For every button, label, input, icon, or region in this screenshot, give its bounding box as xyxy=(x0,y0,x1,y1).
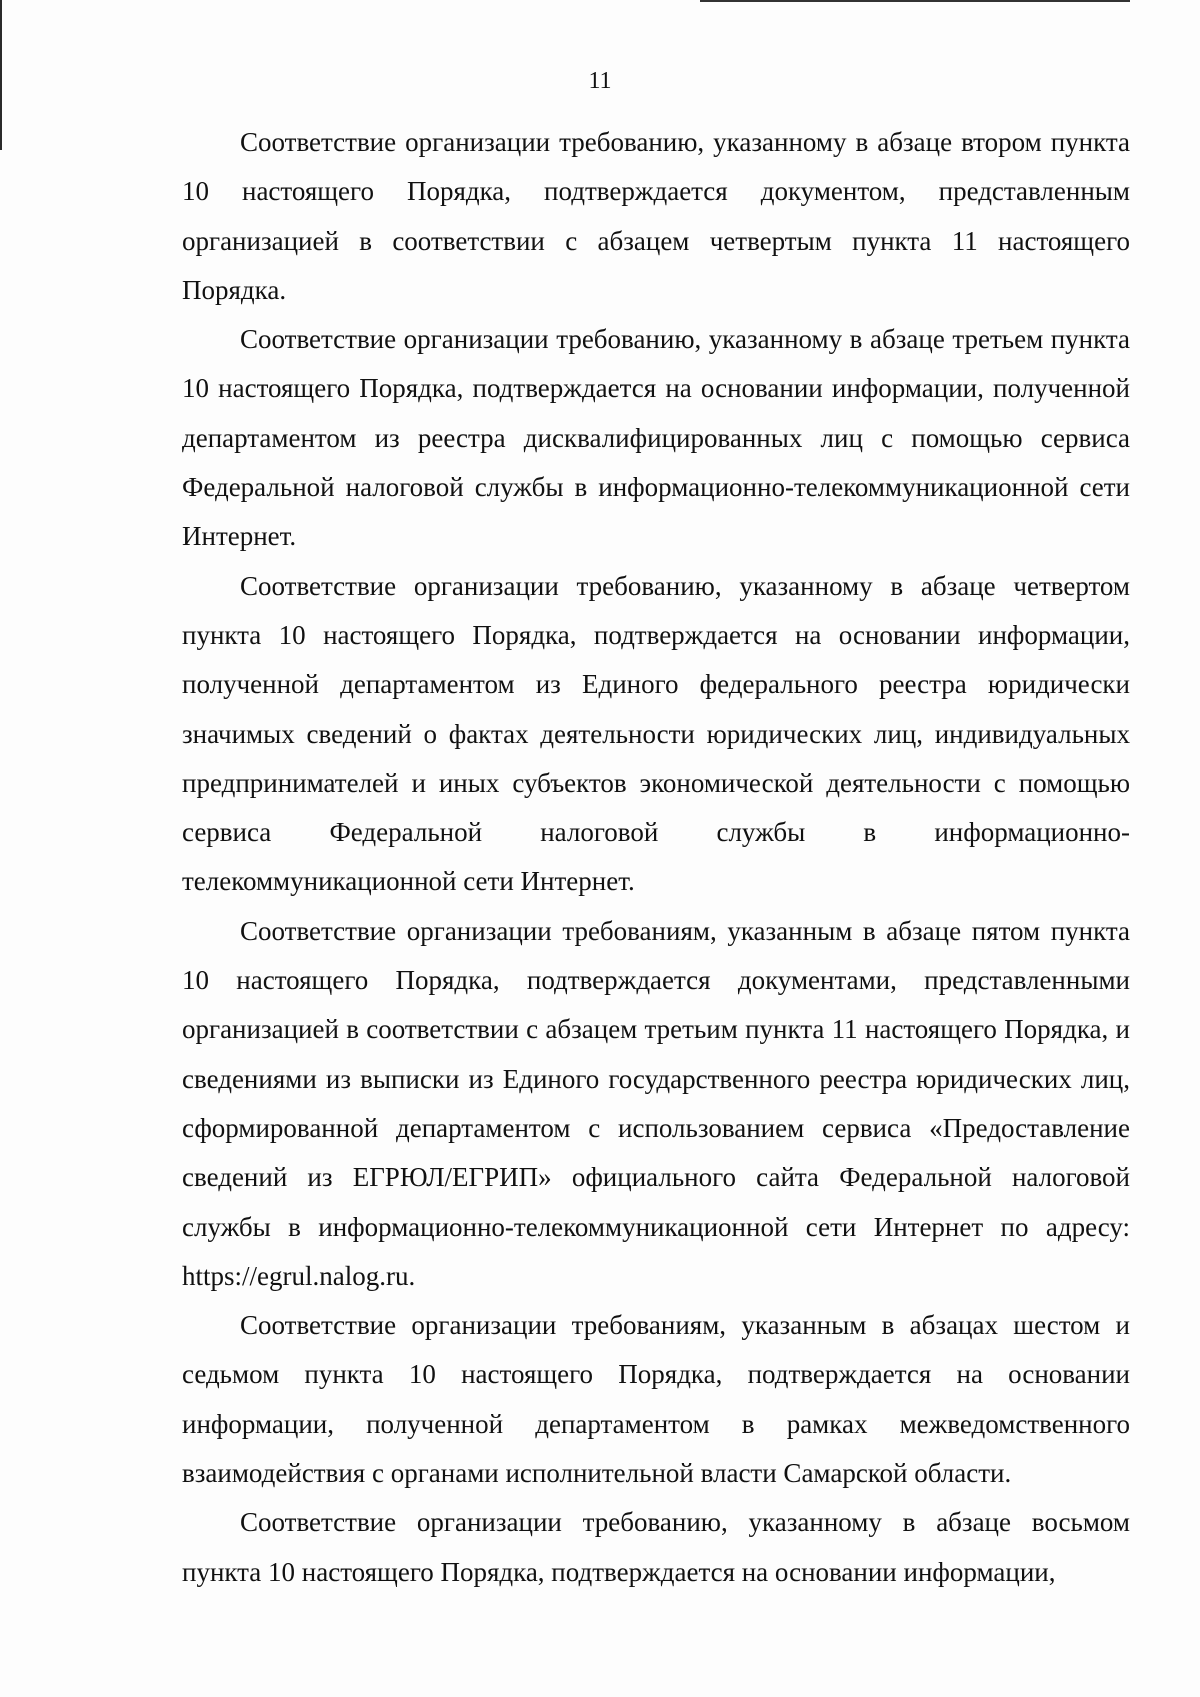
body-text xyxy=(182,118,1130,1597)
page-number: 11 xyxy=(588,68,612,94)
paragraph-3: Соответствие организации требованию, указанному в абзаце четвертом пункта 10 настоящего Порядка, подтверждается на основании информации, полученной департаментом из Единого федерального реестра юридически значимых сведений о фактах деятельности юридических лиц, индивидуальных предпринимателей и иных субъектов экономической деятельности с помощью сервиса Федеральной налоговой службы в информационно-телекоммуникационной сети Интернет. xyxy=(182,570,1130,897)
paragraph-2: Соответствие организации требованию, указанному в абзаце третьем пункта 10 настоящего Порядка, подтверждается на основании информации, полученной департаментом из реестра дисквалифицированных лиц с помощью сервиса Федеральной налоговой службы в информационно-телекоммуникационной сети Интернет. xyxy=(182,324,1130,552)
paragraph-1: Соответствие организации требованию, указанному в абзаце втором пункта 10 настоящего Порядка, подтверждается документом, представленным организацией в соответствии с абзацем четвертым пункта 11 настоящего Порядка. xyxy=(182,127,1130,305)
paragraph-4: Соответствие организации требованиям, указанным в абзаце пятом пункта 10 настоящего Порядка, подтверждается документами, представленными организацией в соответствии с абзацем третьим пункта 11 настоящего Порядка, и сведениями из выписки из Единого государственного реестра юридических лиц, сформированной департаментом с использованием сервиса «Предоставление сведений из ЕГРЮЛ/ЕГРИП» официального сайта Федеральной налоговой службы в информационно-телекоммуникационной сети Интернет по адресу: https://egrul.nalog.ru. xyxy=(182,915,1130,1291)
scan-edge-top xyxy=(700,0,1130,2)
paragraph-5: Соответствие организации требованиям, указанным в абзацах шестом и седьмом пункта 10 настоящего Порядка, подтверждается на основании информации, полученной департаментом в рамках межведомственного взаимодействия с органами исполнительной власти Самарской области. xyxy=(182,1310,1130,1489)
paragraph-6: Соответствие организации требованию, указанному в абзаце восьмом пункта 10 настоящего Порядка, подтверждается на основании информации, xyxy=(182,1507,1130,1587)
